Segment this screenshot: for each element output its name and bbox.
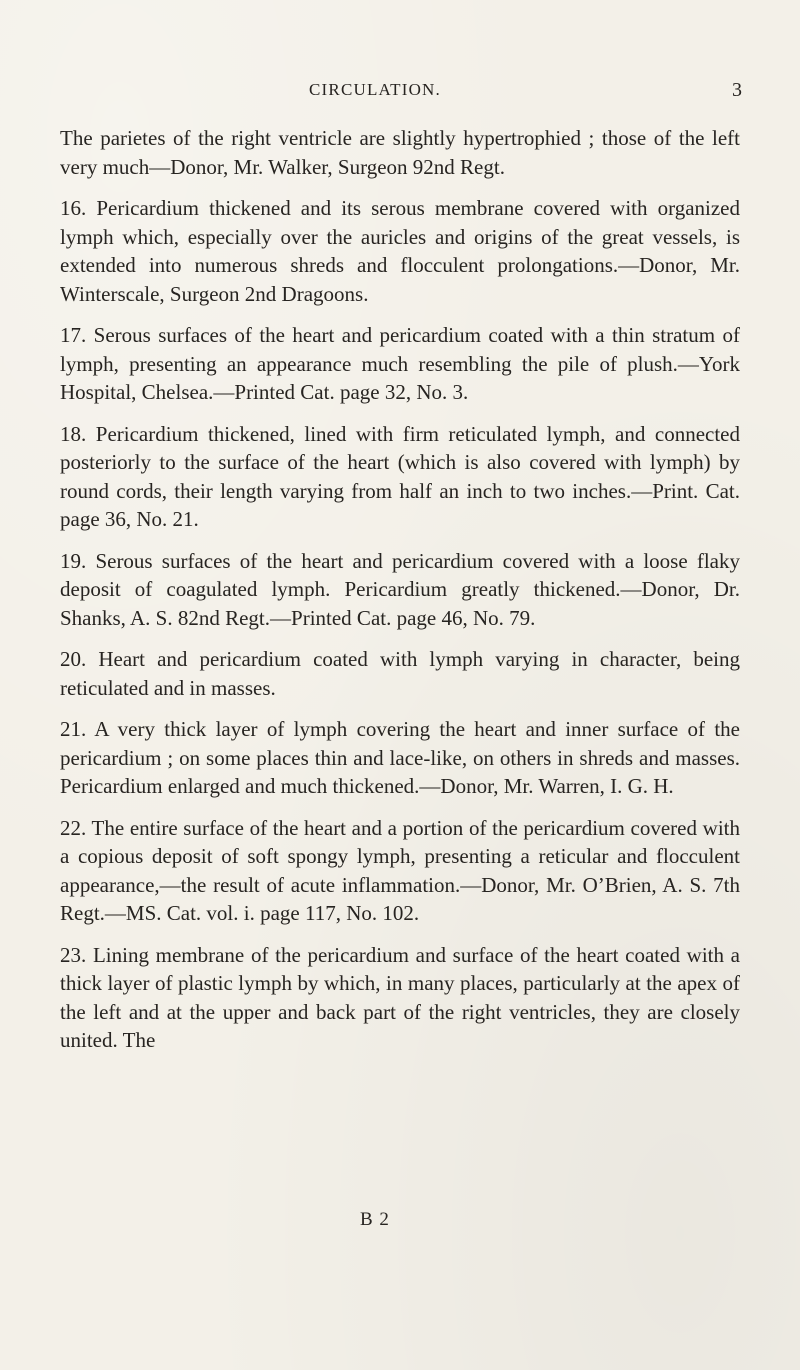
running-title: CIRCULATION. [309, 80, 441, 99]
paragraph-22: 22. The entire surface of the heart and a portion of the pericardium covered with a copious deposit of soft spongy lymph, presenting a reticular and flocculent appearance,—the result of acute inflammation.—Donor, Mr. O’Brien, A. S. 7th Regt.—MS. Cat. vol. i. page 117, No. 102. [60, 815, 740, 925]
page-number: 3 [732, 79, 742, 101]
paragraph-18: 18. Pericardium thickened, lined with firm reticulated lymph, and connected posteriorly to the surface of the heart (which is also covered with lymph) by round cords, their length varying from half an inch to two inches.—Print. Cat. page 36, No. 21. [60, 421, 740, 531]
signature-mark: B 2 [360, 1209, 390, 1230]
paragraph-21: 21. A very thick layer of lymph covering the heart and inner surface of the pericardium ; on some places thin and lace-like, on others in shreds and masses. Pericardium enlarged and much thickened.—Donor, Mr. Warren, I. G. H. [60, 717, 740, 798]
paragraph-17: 17. Serous surfaces of the heart and pericardium coated with a thin stratum of lymph, presenting an appearance much resembling the pile of plush.—York Hospital, Chelsea.—Printed Cat. page 32, No. 3. [60, 323, 740, 404]
running-head [0, 78, 800, 102]
body-text [60, 124, 740, 1068]
paragraph-20: 20. Heart and pericardium coated with lymph varying in character, being reticulated and in masses. [60, 647, 740, 700]
paragraph-15-continued: The parietes of the right ventricle are slightly hypertrophied ; those of the left very much—Donor, Mr. Walker, Surgeon 92nd Regt. [60, 126, 740, 179]
paragraph-19: 19. Serous surfaces of the heart and pericardium covered with a loose flaky deposit of coagulated lymph. Pericardium greatly thickened.—Donor, Dr. Shanks, A. S. 82nd Regt.—Printed Cat. page 46, No. 79. [60, 548, 740, 630]
paragraph-16: 16. Pericardium thickened and its serous membrane covered with organized lymph which, especially over the auricles and origins of the great vessels, is extended into numerous shreds and flocculent prolongations.—Donor, Mr. Winterscale, Surgeon 2nd Dragoons. [60, 196, 740, 306]
paragraph-23: 23. Lining membrane of the pericardium and surface of the heart coated with a thick layer of plastic lymph by which, in many places, particularly at the apex of the left and at the upper and back part of the right ventricles, they are closely united. The [60, 942, 740, 1052]
